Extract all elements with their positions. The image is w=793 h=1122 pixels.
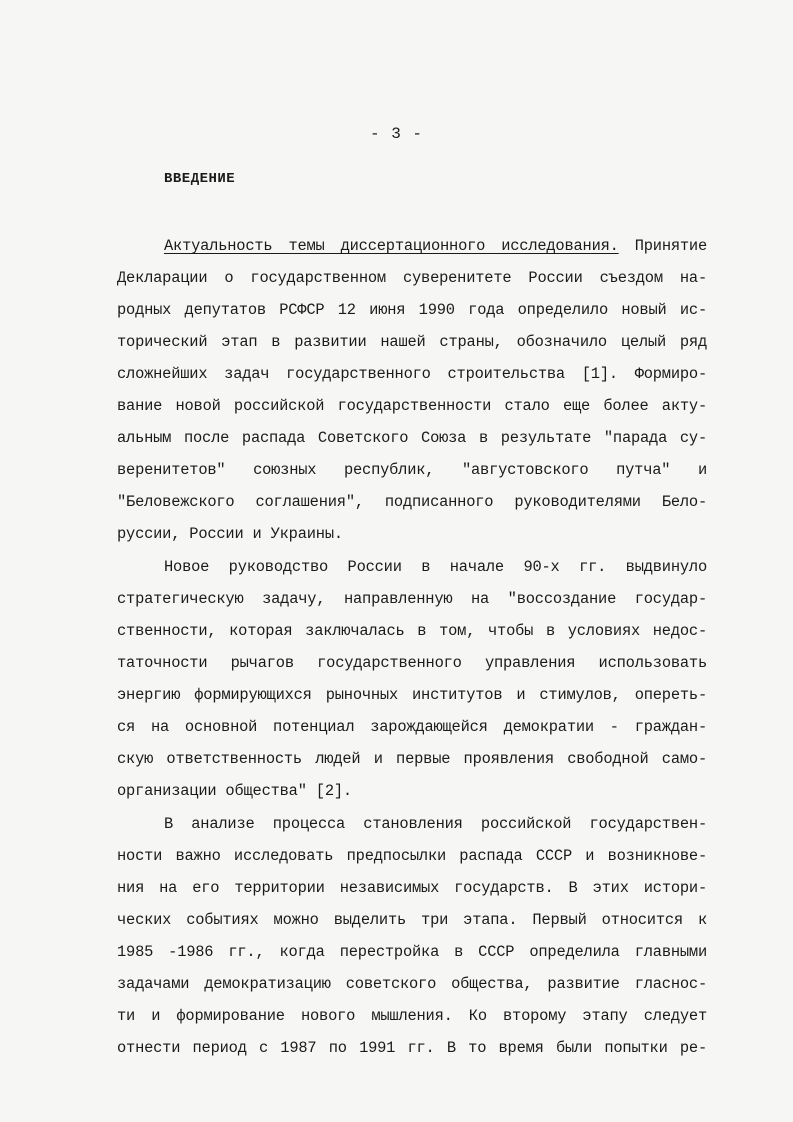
paragraph-2-line: ственности, которая заключалась в том, чтобы в условиях недос- [117,622,707,640]
page-number: - 3 - [369,125,423,143]
topic-relevance-title: Актуальность темы диссертационного исследования. [164,237,619,255]
paragraph-1-line-0 [164,235,707,257]
paragraph-1-line: альным после распада Советского Союза в результате "парада су- [117,429,707,447]
paragraph-2-line: скую ответственность людей и первые проявления свободной само- [117,750,707,768]
paragraph-3-line: 1985 -1986 гг., когда перестройка в СССР определила главными [117,943,707,961]
paragraph-1-line: торический этап в развитии нашей страны, обозначило целый ряд [117,333,707,351]
paragraph-2-line: Новое руководство России в начале 90-х гг. выдвинуло [164,558,707,576]
paragraph-1-line: веренитетов" союзных республик, "августовского путча" и [117,461,707,479]
paragraph-1-line: Декларации о государственном суверенитете России съездом на- [117,269,707,287]
paragraph-1-line: руссии, России и Украины. [117,525,343,543]
paragraph-3-line: ния на его территории независимых государств. В этих истори- [117,879,707,897]
paragraph-3-line: отнести период с 1987 по 1991 гг. В то время были попытки ре- [117,1039,707,1057]
paragraph-1-line: сложнейших задач государственного строительства [1]. Формиро- [117,365,707,383]
paragraph-3-line: В анализе процесса становления российской государствен- [164,815,707,833]
paragraph-2-line: ся на основной потенциал зарождающейся демократии - граждан- [117,718,707,736]
paragraph-3-line: ности важно исследовать предпосылки распада СССР и возникнове- [117,847,707,865]
paragraph-1-line: родных депутатов РСФСР 12 июня 1990 года определило новый ис- [117,301,707,319]
paragraph-2-line: организации общества" [2]. [117,782,352,800]
paragraph-1-line: вание новой российской государственности стало еще более акту- [117,397,707,415]
paragraph-2-line: стратегическую задачу, направленную на "воссоздание государ- [117,590,707,608]
paragraph-3-line: задачами демократизацию советского общества, развитие гласнос- [117,975,707,993]
paragraph-3-line: ческих событиях можно выделить три этапа. Первый относится к [117,911,707,929]
paragraph-1-line: "Беловежского соглашения", подписанного руководителями Бело- [117,493,707,511]
section-heading: ВВЕДЕНИЕ [164,171,236,187]
paragraph-2-line: таточности рычагов государственного управления использовать [117,654,707,672]
paragraph-3-line: ти и формирование нового мышления. Ко второму этапу следует [117,1007,707,1025]
paragraph-1-lead-rest: Принятие [618,237,707,255]
paragraph-2-line: энергию формирующихся рыночных институтов и стимулов, опереть- [117,686,707,704]
